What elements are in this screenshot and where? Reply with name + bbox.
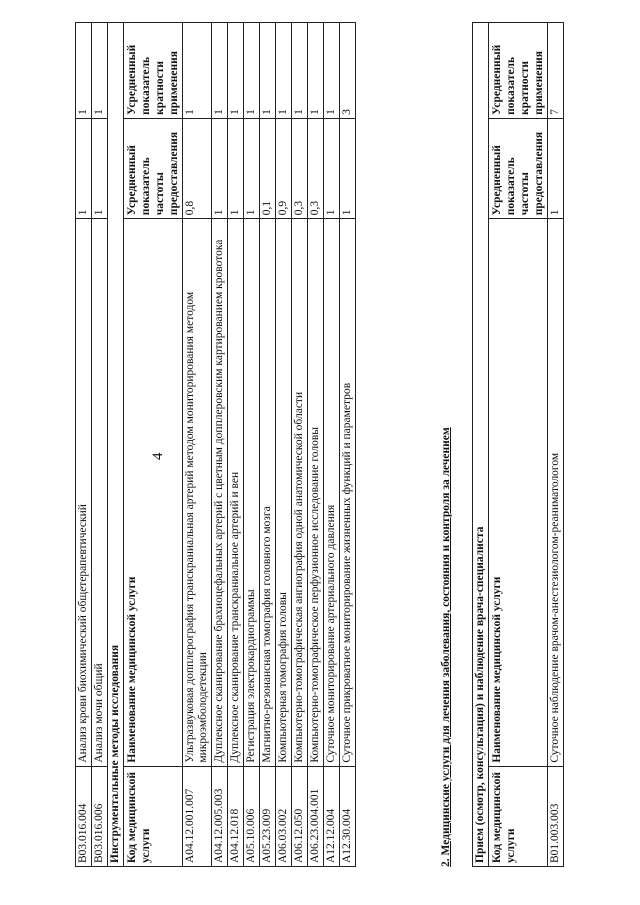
table-row xyxy=(212,23,228,867)
cell-code: A04.12.018 xyxy=(228,766,244,866)
section-2-title: 2. Медицинские услуги для лечения заболевания, состояния и контроля за лечением xyxy=(440,427,452,867)
table-row xyxy=(76,23,92,867)
cell-name: Ультразвуковая допплерография транскраниальная артерий методом мониторирования методом микроэмболодетекции xyxy=(183,219,212,766)
header-mult: Усредненный показатель кратности применения xyxy=(489,23,548,119)
cell-code: B03.016.006 xyxy=(92,766,108,866)
cell-name: Анализ мочи общий xyxy=(92,219,108,766)
cell-name: Суточное наблюдение врачом-анестезиологом-реаниматологом xyxy=(548,219,564,766)
cell-freq: 1 xyxy=(324,118,340,218)
table-row xyxy=(244,23,260,867)
cell-freq: 1 xyxy=(340,118,356,218)
table-section-row xyxy=(473,23,489,867)
header-name: Наименование медицинской услуги xyxy=(489,219,548,766)
cell-freq: 1 xyxy=(212,118,228,218)
header-mult: Усредненный показатель кратности применения xyxy=(124,23,183,119)
page-number: 4 xyxy=(150,452,166,460)
cell-freq: 1 xyxy=(76,118,92,218)
cell-code: A04.12.001.007 xyxy=(183,766,212,866)
cell-code: A12.12.004 xyxy=(324,766,340,866)
section-label: Инструментальные методы исследования xyxy=(108,23,124,867)
header-name: Наименование медицинской услуги xyxy=(124,219,183,766)
cell-name: Суточное прикроватное мониторирование жизненных функций и параметров xyxy=(340,219,356,766)
cell-freq: 1 xyxy=(244,118,260,218)
cell-code: A05.10.006 xyxy=(244,766,260,866)
section-2-heading xyxy=(440,22,453,867)
cell-freq: 0,9 xyxy=(276,118,292,218)
cell-mult: 1 xyxy=(228,23,244,119)
cell-name: Компьютерная томография головы xyxy=(276,219,292,766)
cell-mult: 7 xyxy=(548,23,564,119)
cell-name: Суточное мониторирование артериального давления xyxy=(324,219,340,766)
table-row xyxy=(260,23,276,867)
table-row xyxy=(340,23,356,867)
header-code: Код медицинской услуги xyxy=(489,766,548,866)
cell-mult: 1 xyxy=(292,23,308,119)
cell-code: A12.30.004 xyxy=(340,766,356,866)
cell-name: Дуплексное сканирование брахиоцефальных артерий с цветным допплеровским картированием кровотока xyxy=(212,219,228,766)
header-freq: Усредненный показатель частоты предоставления xyxy=(489,118,548,218)
cell-mult: 1 xyxy=(183,23,212,119)
cell-code: A06.12.050 xyxy=(292,766,308,866)
cell-mult: 1 xyxy=(324,23,340,119)
table-row xyxy=(292,23,308,867)
table-row xyxy=(92,23,108,867)
table-header-row xyxy=(489,23,548,867)
cell-mult: 1 xyxy=(276,23,292,119)
table-row xyxy=(324,23,340,867)
header-freq: Усредненный показатель частоты предоставления xyxy=(124,118,183,218)
cell-freq: 0,1 xyxy=(260,118,276,218)
cell-freq: 0,3 xyxy=(308,118,324,218)
cell-mult: 1 xyxy=(244,23,260,119)
table-services-diagnostics xyxy=(75,22,356,867)
cell-name: Магнитно-резонансная томография головного мозга xyxy=(260,219,276,766)
table-row xyxy=(228,23,244,867)
cell-name: Компьютерно-томографическая ангиография одной анатомической области xyxy=(292,219,308,766)
cell-name: Анализ крови биохимический общетерапевтический xyxy=(76,219,92,766)
cell-code: A05.23.009 xyxy=(260,766,276,866)
cell-mult: 3 xyxy=(340,23,356,119)
cell-code: A04.12.005.003 xyxy=(212,766,228,866)
table-row xyxy=(308,23,324,867)
cell-mult: 1 xyxy=(308,23,324,119)
cell-freq: 1 xyxy=(228,118,244,218)
cell-code: A06.03.002 xyxy=(276,766,292,866)
cell-freq: 1 xyxy=(548,118,564,218)
cell-name: Регистрация электрокардиограммы xyxy=(244,219,260,766)
table-row xyxy=(183,23,212,867)
table-services-treatment xyxy=(472,22,564,867)
cell-code: B03.016.004 xyxy=(76,766,92,866)
cell-code: A06.23.004.001 xyxy=(308,766,324,866)
section-subtitle: Прием (осмотр, консультация) и наблюдение врача-специалиста xyxy=(473,23,489,867)
table-header-row xyxy=(124,23,183,867)
cell-name: Дуплексное сканирование транскраниальное артерий и вен xyxy=(228,219,244,766)
cell-freq: 0,3 xyxy=(292,118,308,218)
cell-mult: 1 xyxy=(92,23,108,119)
table-row xyxy=(548,23,564,867)
cell-name: Компьютерно-томографическое перфузионное исследование головы xyxy=(308,219,324,766)
cell-mult: 1 xyxy=(76,23,92,119)
cell-freq: 0,8 xyxy=(183,118,212,218)
table-row xyxy=(276,23,292,867)
cell-code: B01.003.003 xyxy=(548,766,564,866)
table-section-row xyxy=(108,23,124,867)
cell-mult: 1 xyxy=(212,23,228,119)
cell-mult: 1 xyxy=(260,23,276,119)
cell-freq: 1 xyxy=(92,118,108,218)
header-code: Код медицинской услуги xyxy=(124,766,183,866)
